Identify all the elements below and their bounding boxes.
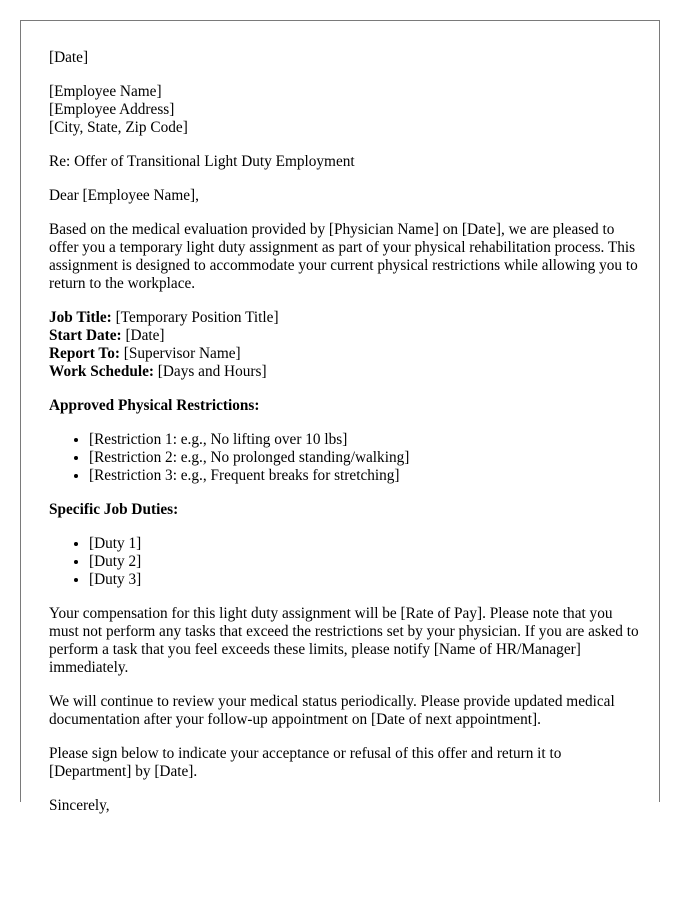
compensation-paragraph: Your compensation for this light duty assignment will be [Rate of Pay]. Please note that you must not perform any tasks that exceed the restrictions set by your physician. If you are asked to perform a task that you feel exceeds these limits, please notify [Name of HR/Manager] immediately. (49, 605, 639, 676)
restrictions-heading: Approved Physical Restrictions: (49, 397, 260, 414)
report-to-value: [Supervisor Name] (119, 345, 241, 362)
start-date-value: [Date] (121, 327, 165, 344)
job-title-value: [Temporary Position Title] (111, 309, 279, 326)
restriction-item: • [Restriction 1: e.g., No lifting over 10 lbs] (89, 431, 639, 449)
letter-page (20, 20, 660, 814)
duty-item: • [Duty 1] (89, 535, 639, 553)
duty-item: • [Duty 2] (89, 553, 639, 571)
restriction-item: • [Restriction 3: e.g., Frequent breaks for stretching] (89, 467, 639, 485)
start-date-label: Start Date: (49, 327, 122, 344)
work-schedule-value: [Days and Hours] (153, 363, 267, 380)
acceptance-paragraph: Please sign below to indicate your acceptance or refusal of this offer and return it to [Department] by [Date]. (49, 745, 562, 780)
work-schedule-row (49, 363, 639, 381)
review-paragraph: We will continue to review your medical status periodically. Please provide updated medical documentation after your follow-up appointment on [Date of next appointment]. (49, 693, 615, 728)
letter-content (49, 49, 639, 831)
start-date-row (49, 327, 639, 345)
duties-heading: Specific Job Duties: (49, 501, 179, 518)
letter-intro: Based on the medical evaluation provided by [Physician Name] on [Date], we are pleased to offer you a temporary light duty assignment as part of your physical rehabilitation process. This assignment is designed to accommodate your current physical restrictions while allowing you to return to the workplace. (49, 221, 638, 292)
report-to-row (49, 345, 639, 363)
recipient-city-state-zip: [City, State, Zip Code] (49, 119, 188, 136)
letter-date: [Date] (49, 49, 89, 66)
restrictions-list (49, 431, 639, 485)
letter-salutation: Dear [Employee Name], (49, 187, 199, 204)
restriction-item: • [Restriction 2: e.g., No prolonged standing/walking] (89, 449, 639, 467)
work-schedule-label: Work Schedule: (49, 363, 154, 380)
recipient-address: [Employee Address] (49, 101, 175, 118)
job-title-row (49, 309, 639, 327)
duties-list (49, 535, 639, 589)
report-to-label: Report To: (49, 345, 120, 362)
letter-subject: Re: Offer of Transitional Light Duty Employment (49, 153, 355, 170)
closing: Sincerely, (49, 797, 110, 814)
duty-item: • [Duty 3] (89, 571, 639, 589)
assignment-details (49, 309, 639, 381)
recipient-block (49, 83, 639, 137)
job-title-label: Job Title: (49, 309, 112, 326)
recipient-name: [Employee Name] (49, 83, 162, 100)
